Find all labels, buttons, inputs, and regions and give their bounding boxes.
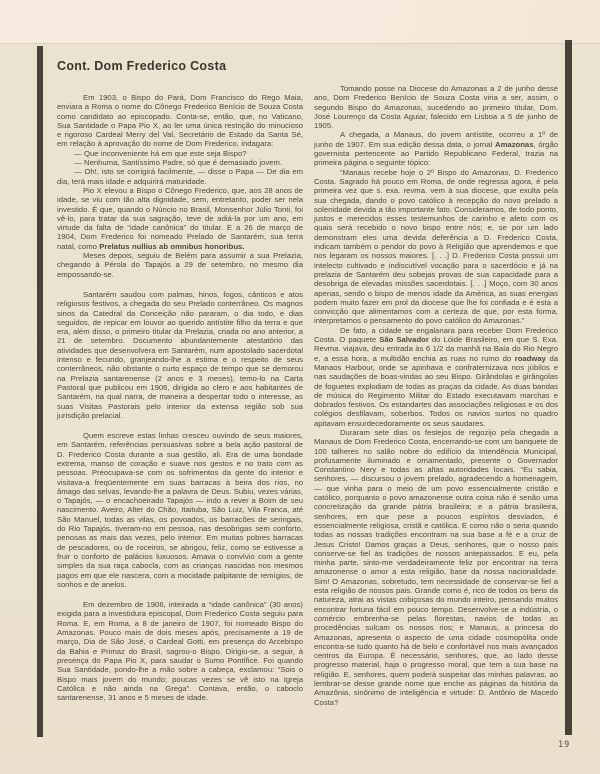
paragraph: Pio X elevou a Bispo o Cônego Frederico, que, aos 28 anos de idade, se viu com tão alta dignidade, sem, entretanto, poder ser nela investido. É que, quando o Núncio no Brasil, Monsenhor Júlio Tonti, foi vê-lo, para tratar da sua sagração, teve de adiá-la por um ano, em virtude da falta de “idade canônica” do titular. E a 26 de março de 1904, Dom Frederico foi nomeado Prelado de Santarém, sua terra natal, como Prelatus nullius ab omnibus honoribus. — [57, 185, 303, 251]
paragraph: Duraram sete dias os festejos de regozijo pela chegada a Manaus de Dom Frederico Costa, encerrando-se com um banquete de 100 talheres no salão nobre do edifício da Intendência Municipal, profusamente iluminado e ornamentado, presente o Governador Constantino Nery e todas as altas autoridades locais. “Eu sabia, senhores, — discursou o jovem prelado, agradecendo a homenagem, — que vinha para o meio de um povo essencialmente cristão e católico, porquanto o povo amazonense outra coisa não é senão uma concretização da grande pátria brasileira; e a pátria brasileira, senhores, em que pese a poucos espíritos desviados, é essencialmente religiosa, cristã e católica. E como não o seria quando todas as nossas tradições encontram na sua base a fé e a cruz de Jesus Cristo! Damos graças a Deus, senhores, que o nosso país conserve-se fiel às tradições de nossos antepassados. E eu, pela minha parte, sinto-me verdadeiramente feliz por encontrar na terra amazonense o amor a esta religião, base da nossa nacionalidade. Sim! O Amazonas, sobretudo, tem necessidade de conservar-se fiel a esta religião de nossos pais. Grande como é, rico de todos os bens da natureza, atrai as vistas cobiçosas do mundo inteiro, pensando muitos encontrar fortuna fácil em pouco tempo. Desenvolve-se a indústria, o comércio embrenha-se pelas florestas, navios de todas as procedências sulcam os nossos rios; e Manaus, a princesa do Amazonas, apresenta o aspecto de uma cidade cosmopólita onde encontra-se tudo quanto há de belo e confortável nos mais avançados centros da Europa. É necessário, senhores, que, ao lado desse progresso material, haja o progresso moral, que tem a sua base na religião. E, senhores, quem poderá suspeitar das minhas palavras, ao lembrar-se desse grande nome que enche as páginas da história da Amazônia, sinônimo de inteligência e virtude: D. Antônio de Macedo Costa? — [314, 427, 558, 707]
article-title: Cont. Dom Frederico Costa — [57, 59, 227, 74]
paragraph: A chegada, a Manaus, do jovem antístite, ocorreu a 1º de junho de 1907. Em sua edição dessa data, o jornal Amazonas, órgão governista pertencente ao Partido Republicano Federal, trazia na primeira página o seguinte tópico: — [314, 130, 558, 168]
paragraph: — Que inconveniente há em que este seja Bispo? — [74, 148, 247, 158]
paragraph: Quem escreve estas linhas cresceu ouvindo de seus maiores, em Santarém, referências persuasivas sobre a bela ação pastoral de D. Frederico Costa durante a sua gestão, ali. Era de uma bondade extrema, manso de coração e suave nos gestos e no trato com as pessoas. Preocupava-se com os sofrimentos da gente do interior e visitava-a freqüentemente em suas barracas à beira dos rios, no âmago das selvas, levando-lhe a palavra de Deus. Subiu, vezes várias, o Tapajós, — o encachoeirado Tapajós — indo a rever a Boim de seu nascimento. Aveiro, Alter do Chão, Itaituba, São Luiz, Vila Franca, até São Manuel, todas as vilas, os povoados, os barracões de seringais, do Rio Tapajós, tiveram-no em pessoa, nas desobrigas sem conforto, penosas as mais das vezes, pelo interior. Em muitas pobres barracas de pescadores, ou de roceiros, se abrigou, feliz, como se estivesse a fruir o conforto de palácios luxuosos. Amava o convívio com a gente simples da sua raça cabocla, com as crianças nascidas nos mesmos pagos em que ele nascera, com a mocidade palpitante de remígios, de sonhos e de anelos. — [57, 431, 303, 589]
paragraph: Em 1903, o Bispo do Pará, Dom Francisco do Rego Maia, enviara a Roma o nome do Cônego Frederico Benício de Souza Costa como candidato ao episcopado. Conta-se, então, que, no Vaticano, Sua Santidade o Papa Pio X, ao ler uma única restrição do minucioso e rigoroso Cardeal Merry del Val, Secretário de Estado da Santa Sé, em relação à aprovação do nome de Dom Frederico, indagara: — [57, 93, 303, 149]
paragraph: — Oh!, isto se corrigirá facilmente, — disse o Papa — De dia em dia, terá mais idade e adquirirá maturidade. — [57, 167, 303, 186]
paragraph: De fato, a cidade se engalanara para receber Dom Frederico Costa. O paquete São Salvador do Lóide Brasileiro, em que S. Exa. Revma. viajava, deu entrada às 6 1/2 da manhã na Baía do Rio Negro e, a essa hora, a multidão enchia as ruas no rumo do roadway da Manaos Harbour, onde se apinhava e confraternizava nos júbilos e nas saudações de boas-vindas ao seu Bispo. Girândolas e girângolas de foguetes explodiam de todas as praças da cidade. As duas bandas de música do Regimento Militar do Estado executavam marchas e dobrados festivos. Os estandartes das associações religiosas e os dos colégios desfilavam, soberbos. Todos os navios surtos no quadro apitavam ensurdecedoramente os seus saudares. — [314, 325, 559, 428]
left-vertical-rule — [37, 46, 43, 737]
page-number: 19 — [558, 740, 571, 750]
scan-top-band — [0, 0, 600, 44]
right-column — [314, 84, 558, 707]
right-vertical-rule — [565, 40, 572, 735]
paragraph: Tomando posse na Diocese do Amazonas a 2 de junho desse ano, Dom Frederico Benício de Souza Costa viria a ser, assim, o segundo Bispo do Amazonas, sucedendo ao primeiro titular, Dom. José Lourenço da Costa Aguiar, falecido em Lisboa a 5 de junho de 1905. — [314, 84, 558, 131]
paragraph: “Manaus recebe hoje o 2º Bispo do Amazonas, D. Frederico Costa. Sagrado há pouco em Roma, de onde regressa agora, é pela primeira vez que s. exa. revma. vem à sua diocese, que exulta pela sua chegada, dando o povo católico à recepção do novo prelado a solenidade devida a tão importante fato. Consideramos, de todo ponto, justos e merecidos esses testemunhos de carinho e afeto com os quais será recebido o novo bispo entre nós; e, se por um lado demonstram eles uma devida deferência a D. Frederico Costa, indicam também o pendor do povo à Religião que aprendemos e que nos legaram os nossos maiores. [. . .] D. Frederico Costa possui um intelecto cultivado e indiscutível vocação para o sacerdócio e já na prelazia de Santarém deu sobejas provas de sua capacidade para a desobriga de elevadas missões sacerdotais. [. . .] Moço, com 30 anos apenas, sendo o bispo de menos idade da América, as suas energias podem muito fazer em prol da diocese que lhe foi confiada e é esta a convicção que alimentamos com a certeza de que, por esta forma, interpretamos o pensamento do povo católico do Amazonas.” — [314, 167, 558, 326]
left-column — [57, 93, 303, 702]
paragraph: Santarém saudou com palmas, hinos, fogos, cânticos e atos religiosos festivos, a chegada do seu Prelado conterrâneo. Os magnos sinos da Catedral da Conceição não pararam, o dia todo, e dias seguidos, de repicar em louvor ao querido antístite filho da terra e que era, além disso, o primeiro titular da Prelazia, criada no ano anterior, a 21 de setembro. Documento abundantemente atestatório das atividades que desenvolvera em Santarém, num apostolado sacerdotal intenso e fecundo, granjeando-lhe a estima e o respeito de seus conterrâneos, não obstante o curto espaço de tempo que se demorou na Prelazia santarenense (2 anos e 3 meses), temo-lo na Carta Pastoral que publicou em 1906, dirigida ao clero e aos habitantes de Santarém, na qual narra, de maneira a despertar todo o interesse, as suas Visitas Pastorais pelo interior da extensa região sob sua jurisdição prelacial. — [57, 289, 303, 420]
paragraph: — Nenhuma, Santíssimo Padre, só que é demasiado jovem. — [74, 158, 282, 168]
paragraph: Em dezembro de 1906, inteirada a “idade canônica” (30 anos) exigida para a investidura episcopal, Dom Frederico Costa seguiu para Roma. E, em Roma, a 8 de janeiro de 1907, foi nomeado Bispo do Amazonas. Pouco mais de dois meses após, precisamente a 19 de março, Dia de São José, o Cardeal Gotti, em presença do Arcebispo da Bahia e Primaz do Brasil, sagrou-o Bispo. Dirigiu-se, a seguir, à presença do Papa Pio X, para saudar o Sumo Pontífice. Foi quando Sua Santidade, pondo-lhe a mão sobre a cabeça, exclamou: “Sois o Bispo mais jovem do mundo; poucas vezes se vê isto na Igreja Católica e não ainda na Grega”. Contava, então, o caboclo santarenense, 31 anos e 5 meses de idade. — [57, 600, 303, 703]
paragraph: Meses depois, seguiu de Belém para assumir a sua Prelazia, chegando à Pérola do Tapajós a 29 de setembro, no mesmo dia empossando-se. — [57, 251, 303, 279]
